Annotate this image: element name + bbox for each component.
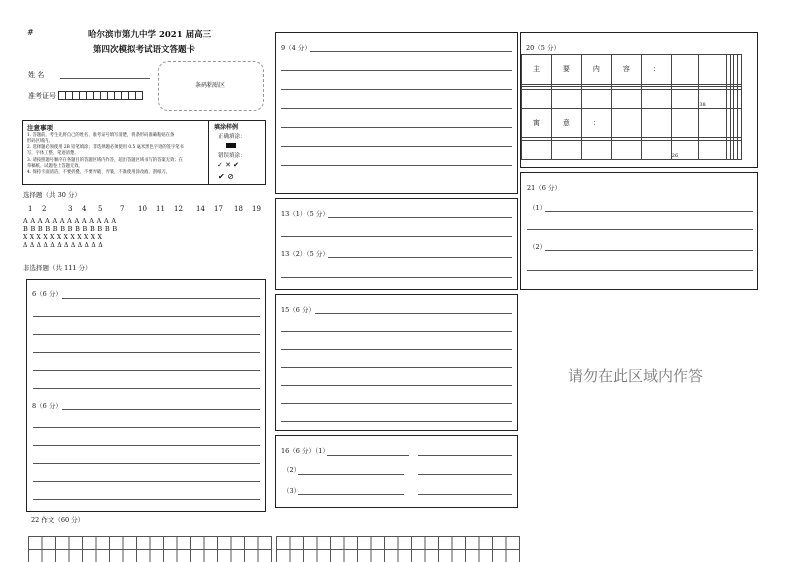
answer-line[interactable] — [33, 370, 260, 371]
q21-label: 21（6 分） — [527, 184, 561, 192]
notice-line: 3. 请按照题号顺序在各题目的答题区域内作答，超出答题区域书写的答案无效；在 — [27, 158, 183, 163]
choice-number: 2 — [42, 205, 47, 213]
notice-divider — [208, 120, 209, 185]
choice-title: 选择题（共 30 分） — [23, 191, 81, 199]
correct-fill-label: 正确填涂： — [218, 134, 246, 140]
exam-title: 第四次模拟考试语文答题卡 — [93, 45, 196, 55]
choice-number: 3 — [68, 205, 73, 213]
q8-first-line[interactable] — [62, 409, 260, 410]
q13-1-label: 13（1）（5 分） — [281, 210, 329, 218]
grid-cell: 主 — [522, 55, 552, 85]
grid-cell: 意 — [551, 108, 581, 138]
correct-fill-mark — [226, 143, 236, 148]
answer-line[interactable] — [281, 421, 512, 422]
answer-line[interactable] — [33, 316, 260, 317]
word-count-mark: 38 — [699, 89, 727, 108]
grid-cell: 要 — [551, 55, 581, 85]
q21-1-first-line[interactable] — [545, 211, 753, 212]
answer-line[interactable] — [527, 270, 753, 271]
notice-line: 草稿纸、试题卷上答题无效。 — [27, 164, 83, 169]
wrong-fill-marks-2: ✔ ⊘ — [218, 172, 234, 181]
answer-line[interactable] — [281, 146, 512, 147]
choice-number: 1 — [28, 205, 33, 213]
answer-line[interactable] — [281, 70, 512, 71]
grid-cell: 寓 — [522, 108, 552, 138]
answer-line[interactable] — [33, 445, 260, 446]
choice-number: 4 — [82, 205, 87, 213]
notice-line: 形码区域内。 — [27, 139, 53, 144]
answer-line[interactable] — [281, 108, 512, 109]
grid-cell: 内 — [581, 55, 611, 85]
grid-cell: 容 — [611, 55, 641, 85]
exam-no-boxes[interactable] — [59, 91, 143, 100]
q9-first-line[interactable] — [310, 51, 512, 52]
q16-2-line-a[interactable] — [298, 474, 404, 475]
choice-number: 18 — [234, 205, 243, 213]
nonchoice-title: 非选择题（共 111 分） — [23, 264, 92, 272]
grid-cell: ： — [641, 55, 671, 85]
q16-1-line-a[interactable] — [327, 455, 409, 456]
answer-line[interactable] — [527, 229, 753, 230]
answer-line[interactable] — [281, 277, 512, 278]
answer-line[interactable] — [281, 385, 512, 386]
choice-numbers — [28, 206, 268, 214]
grid-cell: ： — [581, 108, 611, 138]
choice-number: 19 — [252, 205, 261, 213]
answer-line[interactable] — [33, 481, 260, 482]
q9-answer-box — [275, 32, 518, 194]
q21-1-label: （1） — [529, 204, 547, 212]
q22-label: 22 作文（60 分） — [31, 516, 85, 524]
answer-line[interactable] — [33, 463, 260, 464]
answer-line[interactable] — [33, 499, 260, 500]
answer-line[interactable] — [33, 427, 260, 428]
q21-2-label: （2） — [529, 243, 547, 251]
q21-2-first-line[interactable] — [545, 250, 753, 251]
choice-number: 17 — [214, 205, 223, 213]
q13-1-first-line[interactable] — [328, 217, 512, 218]
answer-line[interactable] — [281, 127, 512, 128]
word-count-mark: 26 — [671, 141, 699, 160]
notice-line: 4. 保持卡面清洁，不要折叠、不要弄破、弄皱，不准使用涂改液、刮纸刀。 — [27, 170, 170, 175]
q6-label: 6（6 分） — [32, 290, 62, 298]
no-answer-zone-text: 请勿在此区域内作答 — [568, 367, 704, 385]
q6-q8-answer-box — [26, 279, 266, 512]
q15-first-line[interactable] — [315, 313, 512, 314]
choice-number: 10 — [138, 205, 147, 213]
q16-3-line-a[interactable] — [298, 494, 404, 495]
q9-label: 9（4 分） — [281, 44, 311, 52]
q15-answer-box — [275, 294, 518, 431]
q13-2-label: 13（2）（5 分） — [281, 250, 329, 258]
q16-3-label: （3） — [283, 487, 301, 495]
notice-line: 1. 答题前，考生先将自己的姓名、准考证号填写清楚，将条形码准确粘贴在条 — [27, 133, 175, 138]
answer-line[interactable] — [33, 334, 260, 335]
notice-line: 2. 选择题必须使用 2B 铅笔填涂；非选择题必须使用 0.5 毫米黑色字迹的签字笔书 — [27, 145, 184, 150]
q16-1-label: 16（6 分）（1） — [281, 447, 329, 455]
hash-mark: # — [27, 28, 34, 37]
q6-first-line[interactable] — [62, 298, 260, 299]
choice-option-row[interactable]: X X X X X X X X X X X X — [23, 234, 103, 241]
essay-grid-left[interactable] — [28, 536, 272, 562]
q13-2-first-line[interactable] — [328, 257, 512, 258]
wrong-fill-label: 错误填涂： — [218, 153, 246, 159]
answer-line[interactable] — [281, 89, 512, 90]
answer-line[interactable] — [33, 388, 260, 389]
q16-2-line-b[interactable] — [418, 474, 512, 475]
school-title: 哈尔滨市第九中学 2021 届高三 — [88, 30, 212, 40]
q8-label: 8（6 分） — [32, 402, 62, 410]
notice-line: 写，字体工整、笔迹清楚。 — [27, 151, 79, 156]
q16-1-line-b[interactable] — [418, 455, 512, 456]
answer-line[interactable] — [281, 236, 512, 237]
choice-number: 5 — [98, 205, 103, 213]
q15-label: 15（6 分） — [281, 306, 315, 314]
choice-number: 7 — [120, 205, 125, 213]
name-field[interactable] — [60, 78, 150, 79]
choice-number: 14 — [196, 205, 205, 213]
name-label: 姓 名 — [28, 71, 45, 79]
q20-label: 20（5 分） — [526, 44, 560, 52]
q20-writing-grid[interactable] — [521, 54, 742, 160]
notice-title: 注意事项 — [27, 124, 53, 132]
fill-sample-title: 填涂样例 — [214, 124, 239, 131]
answer-line[interactable] — [281, 349, 512, 350]
q16-2-label: （2） — [283, 466, 301, 474]
wrong-fill-marks: ✓ ✕ ✔ — [217, 161, 240, 169]
choice-option-row[interactable]: B B B B B B B B B B B B B — [23, 225, 118, 233]
answer-line[interactable] — [281, 403, 512, 404]
essay-grid-right[interactable] — [276, 536, 520, 562]
q16-3-line-b[interactable] — [418, 494, 512, 495]
answer-line[interactable] — [281, 165, 512, 166]
answer-line[interactable] — [33, 352, 260, 353]
exam-no-label: 准考证号 — [28, 92, 56, 100]
choice-number: 11 — [156, 205, 165, 213]
answer-line[interactable] — [281, 331, 512, 332]
barcode-label: 条码粘贴区 — [195, 82, 226, 89]
choice-option-row[interactable]: A A A A A A A A A A A A A — [23, 217, 117, 225]
choice-number: 12 — [174, 205, 183, 213]
q16-answer-box — [275, 435, 518, 508]
answer-line[interactable] — [281, 367, 512, 368]
choice-option-row[interactable]: Δ Δ Δ Δ Δ Δ Δ Δ Δ Δ Δ Δ — [23, 242, 103, 249]
